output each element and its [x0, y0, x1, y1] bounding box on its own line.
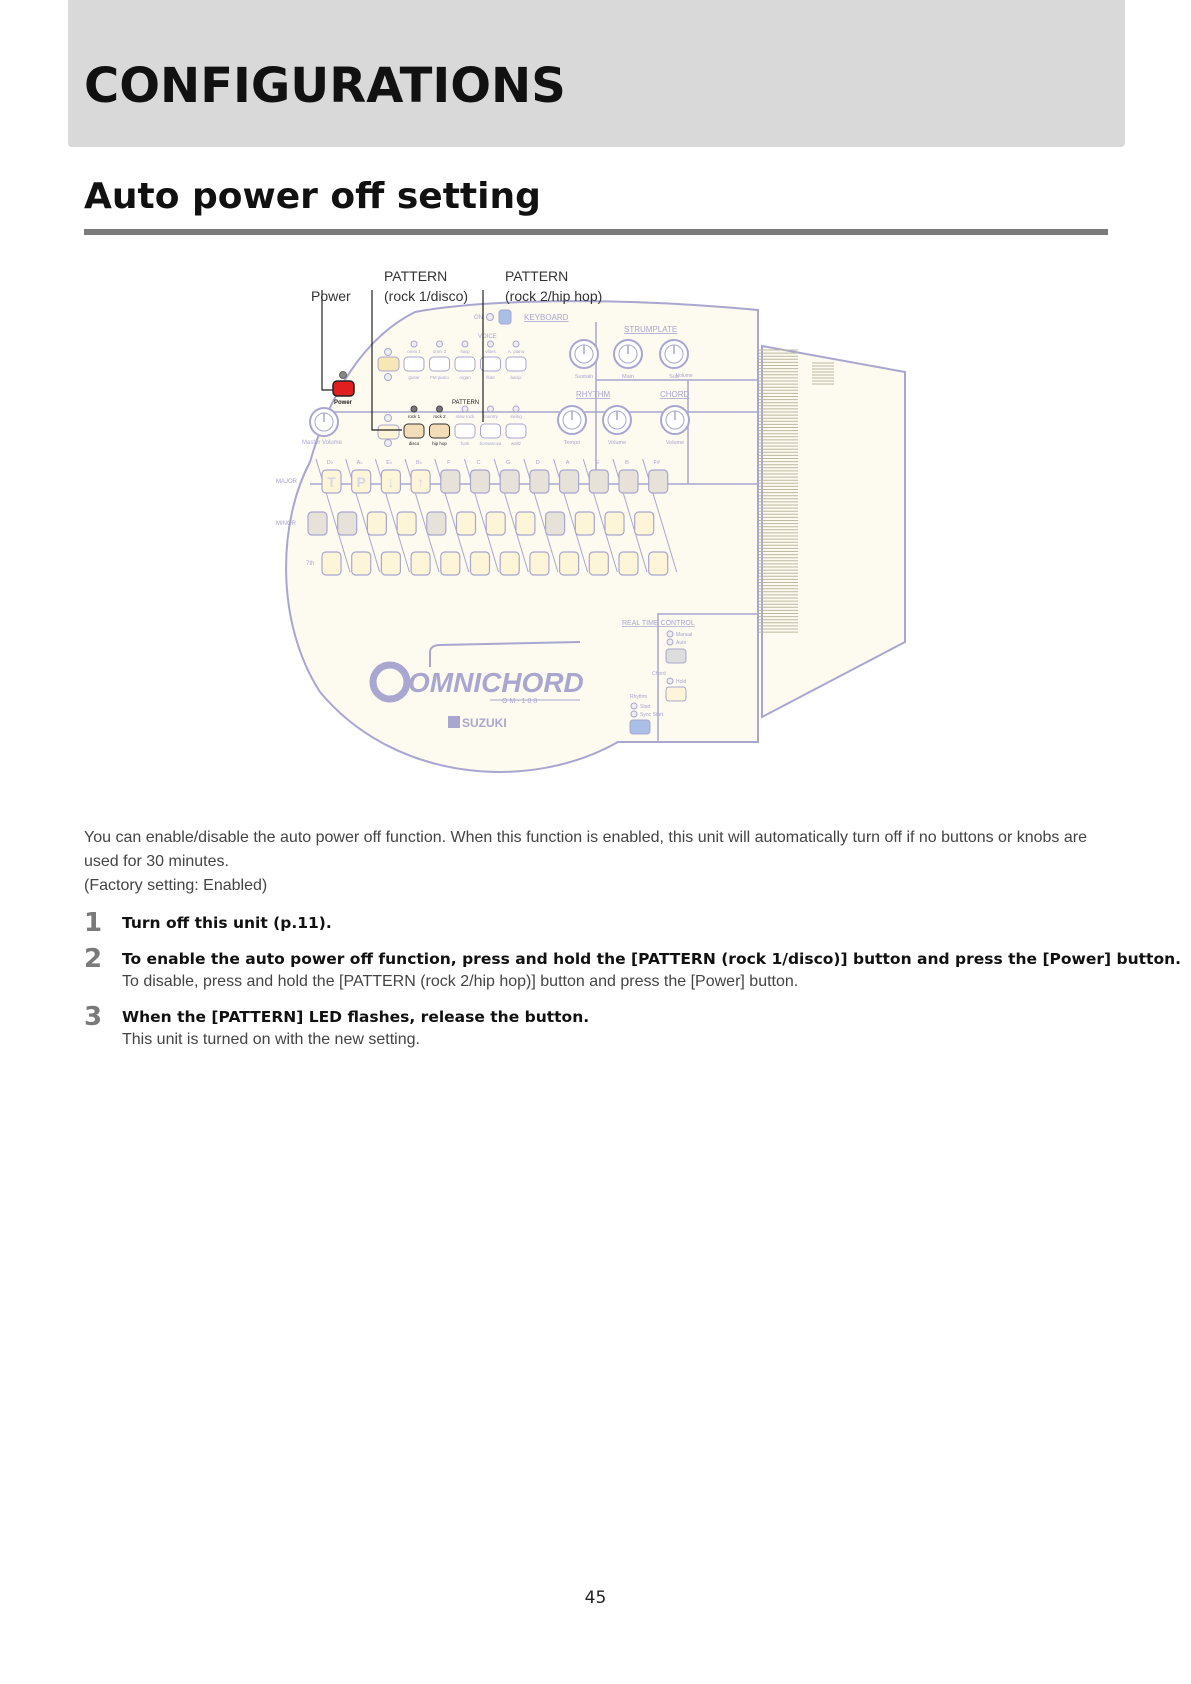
chord-button: [619, 470, 638, 493]
chord-button: [352, 552, 371, 575]
pattern-extra-button: [378, 425, 399, 439]
strum-knob-label: Sub: [669, 374, 679, 380]
step-instruction: When the [PATTERN] LED flashes, release the button.: [122, 1008, 590, 1026]
brand-text: SUZUKI: [462, 716, 507, 730]
power-button: [333, 381, 354, 396]
pattern-top-label: rock 2: [433, 414, 446, 419]
chord-button: [322, 552, 341, 575]
chord-button: [411, 552, 430, 575]
pattern-led: [437, 406, 443, 412]
voice-led: [462, 341, 468, 347]
chord-key-label: E: [595, 460, 600, 466]
section-title: Auto power off setting: [84, 176, 541, 217]
chord-button: [546, 512, 565, 535]
chord-button: [500, 470, 519, 493]
pattern-bottom-label: hip hop: [432, 441, 447, 446]
chord-row-label: 7th: [306, 561, 315, 567]
chord-button: [471, 552, 490, 575]
pattern-led: [488, 406, 494, 412]
strum-volume-label: Volume: [676, 373, 693, 379]
omnichord-illustration: [276, 262, 920, 797]
voice-top-label: A. piano: [507, 349, 525, 354]
chord-function-symbol: P: [356, 474, 366, 490]
on-label: ON: [474, 315, 483, 321]
voice-label: VOICE: [478, 334, 497, 340]
voice-led: [513, 341, 519, 347]
pattern-top-label: swing: [510, 414, 522, 419]
pattern-top-label: slow rock: [455, 414, 475, 419]
chord-button: [530, 470, 549, 493]
chord-button: [500, 552, 519, 575]
voice-bottom-label: banjo: [510, 375, 522, 380]
power-device-label: Power: [334, 400, 353, 406]
chord-function-symbol: ↓: [387, 474, 395, 490]
page-number: 45: [584, 1588, 607, 1608]
step-number: 2: [84, 944, 103, 974]
chord-button: [381, 552, 400, 575]
rhythm-knob-label: Volume: [607, 440, 627, 446]
page-title: CONFIGURATIONS: [84, 58, 566, 114]
chord-button: [471, 470, 490, 493]
chord-key-label: D: [535, 460, 540, 466]
chord-button: [457, 512, 476, 535]
voice-bottom-label: flute: [486, 375, 495, 380]
chord-row-label: MINOR: [276, 521, 296, 527]
chord-key-label: C: [476, 460, 481, 466]
model-text: OM-108: [502, 698, 540, 705]
pattern-led: [462, 406, 468, 412]
pattern-device-label: PATTERN: [452, 400, 480, 406]
chord-button: [575, 512, 594, 535]
rhythm-label: RHYTHM: [576, 390, 611, 399]
voice-select-button: [378, 357, 399, 371]
pattern-led: [513, 406, 519, 412]
step-instruction: To enable the auto power off function, press and hold the [PATTERN (rock 1/disco)] button and press the [Power] button.: [122, 950, 1182, 968]
intro-line-1: You can enable/disable the auto power off function. When this function is enabled, this unit will automatically turn off if no buttons or knobs are used for 30 minutes.: [84, 829, 1087, 870]
voice-button: [506, 357, 526, 371]
intro-text: [84, 826, 1114, 898]
voice-led: [411, 341, 417, 347]
chord-button: [589, 470, 608, 493]
callout-pattern2-line2: (rock 2/hip hop): [505, 288, 603, 304]
strum-knob-label: Main: [622, 374, 634, 380]
pattern-top-label: rock 1: [407, 414, 421, 419]
chord-button: [367, 512, 386, 535]
callout-pattern1-line2: (rock 1/disco): [384, 288, 469, 304]
chord-button: [560, 470, 579, 493]
step-note: To disable, press and hold the [PATTERN (rock 2/hip hop)] button and press the [Power] button.: [122, 973, 799, 990]
rhythm-knob-label: Volume: [665, 440, 685, 446]
chord-key-label: E♭: [386, 460, 393, 466]
rt-chord-label: Chord: [652, 671, 666, 677]
callout-pattern2-line1: PATTERN: [505, 268, 569, 284]
chord-button: [397, 512, 416, 535]
step-note: This unit is turned on with the new setting.: [122, 1031, 420, 1048]
chord-button: [427, 512, 446, 535]
keyboard-label: KEYBOARD: [524, 313, 569, 322]
rhythm-knobs: [558, 406, 689, 446]
rt-manual-label: Manual: [676, 632, 693, 638]
rt-sync-label: Sync Start: [640, 712, 664, 718]
master-volume-label: Master Volume: [302, 440, 343, 446]
pattern-bottom-label: disco: [408, 441, 420, 446]
voice-top-label: harp: [460, 349, 470, 354]
strumplate-knobs: [570, 340, 688, 380]
step-number: 3: [84, 1002, 103, 1032]
strumplate-label: STRUMPLATE: [624, 325, 678, 334]
chord-function-symbol: ↑: [417, 474, 425, 490]
device-figure: [276, 262, 920, 797]
section-rule: [84, 229, 1108, 235]
realtime-label: REAL TIME CONTROL: [622, 620, 695, 627]
strum-knob-label: Sustain: [574, 374, 594, 380]
voice-bottom-label: FM piano: [430, 375, 449, 380]
pattern-button: [430, 424, 450, 438]
chord-button: [635, 512, 654, 535]
pattern-led: [385, 440, 392, 447]
step-number: 1: [84, 908, 103, 938]
chord-button: [441, 470, 460, 493]
chord-key-label: A♭: [356, 460, 363, 466]
voice-top-label: vibes: [485, 349, 496, 354]
callout-power: Power: [311, 288, 351, 304]
chord-key-label: G: [506, 460, 511, 466]
rt-auto-label: Auto: [676, 640, 687, 646]
rt-start-label: Start: [640, 704, 651, 710]
chord-row-label: MAJOR: [276, 479, 297, 485]
pattern-button: [506, 424, 526, 438]
voice-led: [385, 374, 392, 381]
chord-button: [530, 552, 549, 575]
chord-function-symbol: T: [327, 474, 336, 490]
voice-button: [404, 357, 424, 371]
chord-button: [338, 512, 357, 535]
rt-hold-label: Hold: [676, 679, 687, 685]
chord-button: [486, 512, 505, 535]
voice-top-label: omni 1: [407, 349, 421, 354]
chord-key-label: D♭: [326, 460, 334, 466]
chord-button: [649, 552, 668, 575]
chord-key-label: B♭: [415, 460, 423, 466]
rhythm-knob-label: Tempo: [563, 440, 581, 446]
pattern-bottom-label: waltz: [510, 441, 522, 446]
chord-button: [605, 512, 624, 535]
pattern-led: [411, 406, 417, 412]
chord-key-label: A: [565, 460, 570, 466]
pattern-top-label: country: [483, 414, 498, 419]
intro-line-2: (Factory setting: Enabled): [84, 877, 268, 894]
chord-button: [516, 512, 535, 535]
pattern-led: [385, 415, 392, 422]
chord-key-label: F#: [653, 460, 660, 466]
logo-text: OMNICHORD: [408, 667, 584, 698]
chord-key-label: B: [625, 460, 629, 466]
chord-key-label: F: [447, 460, 451, 466]
rt-rhythm-label: Rhythm: [630, 694, 648, 700]
chord-label: CHORD: [660, 390, 690, 399]
strumplate-body: [762, 346, 905, 717]
voice-led: [385, 349, 392, 356]
voice-top-label: omni 2: [432, 349, 447, 354]
voice-bottom-label: guitar: [408, 375, 420, 380]
pattern-bottom-label: funk: [460, 441, 470, 446]
chord-button: [589, 552, 608, 575]
chord-button: [441, 552, 460, 575]
pattern-button: [455, 424, 475, 438]
voice-bottom-label: organ: [459, 375, 471, 380]
chord-button: [649, 470, 668, 493]
chord-button: [619, 552, 638, 575]
voice-button: [455, 357, 475, 371]
chord-button: [560, 552, 579, 575]
step-instruction: Turn off this unit (p.11).: [122, 914, 332, 932]
voice-button: [430, 357, 450, 371]
voice-led: [437, 341, 443, 347]
pattern-bottom-label: bossanova: [479, 441, 502, 446]
chord-button: [308, 512, 327, 535]
callout-pattern1-line1: PATTERN: [384, 268, 448, 284]
pattern-button: [481, 424, 501, 438]
pattern-button: [404, 424, 424, 438]
voice-led: [488, 341, 494, 347]
